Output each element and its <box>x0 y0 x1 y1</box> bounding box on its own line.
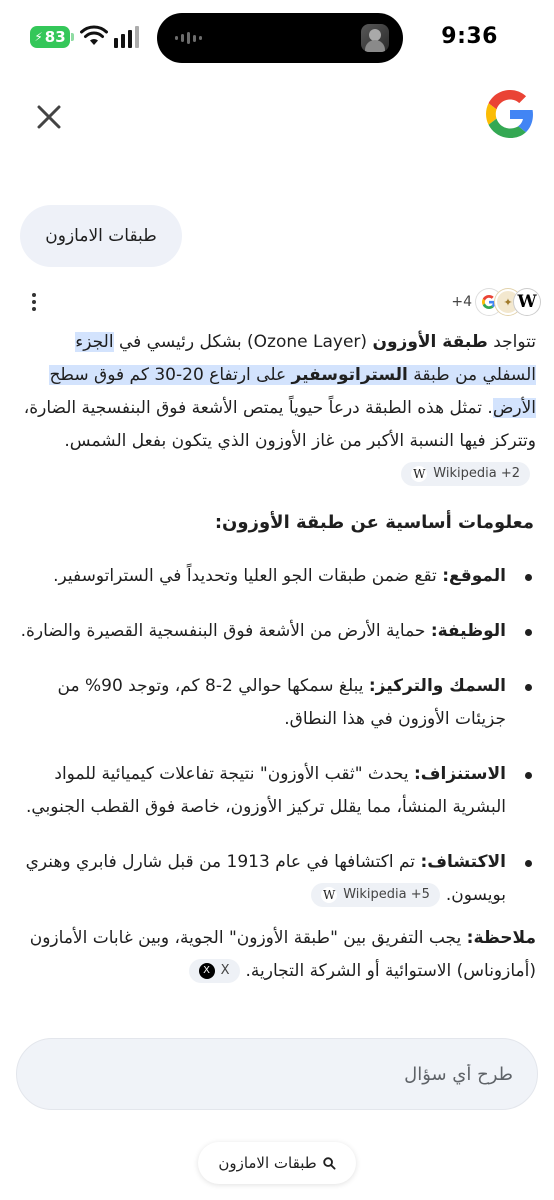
more-options-button[interactable] <box>24 290 44 314</box>
source-chip-wikipedia[interactable] <box>311 883 440 907</box>
info-list <box>20 560 536 934</box>
list-item: الاكتشاف: تم اكتشافها في عام 1913 من قبل شارل فابري وهنري بويسون. W Wikipedia +5 <box>20 846 536 912</box>
charging-icon: ⚡ <box>34 30 43 44</box>
search-icon <box>323 1157 336 1170</box>
cellular-signal-icon <box>114 26 139 48</box>
user-query-text: طبقات الامازون <box>45 226 157 246</box>
user-query-bubble <box>20 205 182 267</box>
status-time: 9:36 <box>441 24 498 49</box>
wikipedia-icon: W <box>514 289 540 315</box>
list-item: الاستنزاف: يحدث "ثقب الأوزون" نتيجة تفاعلات كيميائية للمواد البشرية المنشأ، مما يقلل تركيز الأوزون، خاصة فوق القطب الجنوبي. <box>20 758 536 824</box>
sources-button[interactable] <box>451 288 540 316</box>
search-chip-label: طبقات الامازون <box>218 1154 317 1172</box>
source-chip-wikipedia[interactable] <box>401 462 530 486</box>
source-chip-x[interactable] <box>189 959 240 983</box>
ask-input-container[interactable] <box>16 1038 538 1110</box>
list-item: الوظيفة: حماية الأرض من الأشعة فوق البنفسجية القصيرة والضارة. <box>20 615 536 648</box>
wikipedia-icon: W <box>323 888 336 902</box>
close-button[interactable] <box>30 98 68 136</box>
audio-waveform-icon <box>175 32 202 44</box>
section-heading: معلومات أساسية عن طبقة الأوزون: <box>214 512 534 533</box>
highlighted-text: الجزء السفلي من طبقة الستراتوسفير على ارتفاع 20-30 كم فوق سطح الأرض <box>49 332 536 418</box>
egypt-emblem-icon: ✦ <box>495 289 521 315</box>
battery-indicator <box>30 26 70 48</box>
x-icon: X <box>199 963 215 979</box>
ask-input[interactable] <box>17 1064 513 1085</box>
dynamic-island <box>157 13 403 63</box>
close-icon <box>36 104 62 130</box>
answer-paragraph: تتواجد طبقة الأوزون (Ozone Layer) بشكل رئيسي في الجزء السفلي من طبقة الستراتوسفير على ارتفاع 20-30 كم فوق سطح الأرض. تمثل هذه الطبقة درعاً حيوياً يمتص الأشعة فوق البنفسجية الضارة، وتتركز فيها النسبة الأكبر من غاز الأوزون الذي يتكون بفعل الشمس. W Wikipedia +2 <box>20 326 536 491</box>
status-bar <box>0 0 554 76</box>
list-item: السمك والتركيز: يبلغ سمكها حوالي 2-8 كم، وتوجد 90% من جزيئات الأوزون في هذا النطاق. <box>20 670 536 736</box>
google-g-logo <box>486 90 534 138</box>
note-paragraph: ملاحظة: يجب التفريق بين "طبقة الأوزون" الجوية، وبين غابات الأمازون (أمازوناس) الاستوائية أو الشركة التجارية. X X <box>29 928 536 981</box>
sources-count: +4 <box>451 294 472 310</box>
wikipedia-icon: W <box>413 467 426 481</box>
source-chip-label: Wikipedia +2 <box>433 466 520 481</box>
now-playing-avatar <box>361 24 389 52</box>
list-item: الموقع: تقع ضمن طبقات الجو العليا وتحديداً في الستراتوسفير. <box>20 560 536 593</box>
search-chip-button[interactable] <box>198 1142 356 1184</box>
battery-level: 83 <box>44 28 66 46</box>
wifi-icon <box>80 24 108 48</box>
source-chip-label: X <box>220 963 230 978</box>
source-chip-label: Wikipedia +5 <box>343 887 430 902</box>
